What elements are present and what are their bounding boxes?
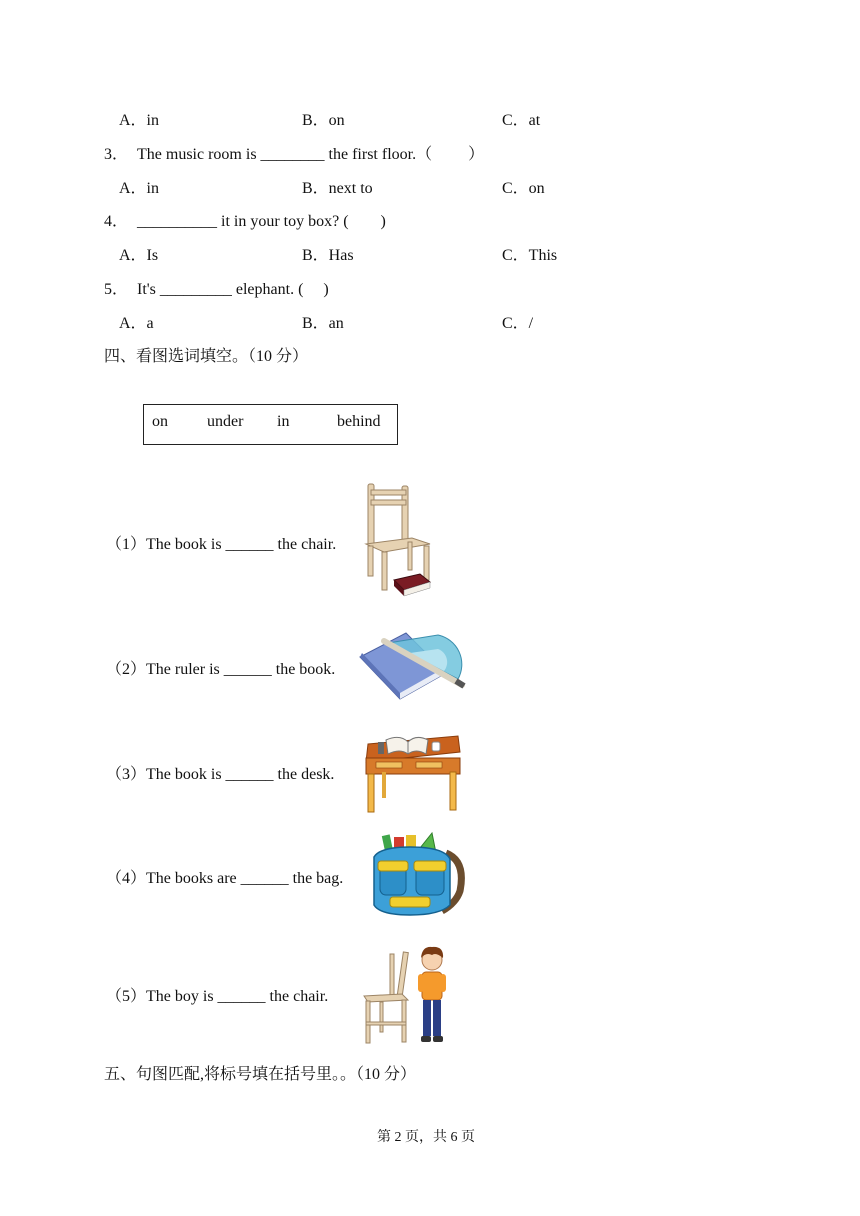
section5-title: 五、句图匹配,将标号填在括号里。。（10 分） bbox=[104, 1066, 417, 1083]
ruler-book-picture bbox=[358, 627, 466, 701]
q5-option-a: A．a bbox=[119, 315, 154, 332]
word-bank-word: on bbox=[152, 413, 168, 430]
q4-option-b: B．Has bbox=[302, 247, 354, 264]
word-bank-word: behind bbox=[337, 413, 381, 430]
q4-option-a: A．Is bbox=[119, 247, 159, 264]
q5-text: It's _________ elephant. ( ) bbox=[137, 281, 329, 298]
q3-option-c: C．on bbox=[502, 180, 545, 197]
q2-option-a: A．in bbox=[119, 112, 160, 129]
q4-option-c: C．This bbox=[502, 247, 558, 264]
q5-option-c: C．/ bbox=[502, 315, 534, 332]
word-bank-word: in bbox=[277, 413, 290, 430]
q2-option-b: B．on bbox=[302, 112, 345, 129]
boy-chair-picture bbox=[360, 946, 450, 1046]
item-4-text: （4）The books are ______ the bag. bbox=[106, 870, 344, 887]
q3-number: 3． bbox=[104, 146, 129, 163]
q3-option-a: A．in bbox=[119, 180, 160, 197]
q5-option-b: B．an bbox=[302, 315, 344, 332]
q3-option-b: B．next to bbox=[302, 180, 373, 197]
q4-number: 4． bbox=[104, 213, 129, 230]
item-3-text: （3）The book is ______ the desk. bbox=[106, 766, 335, 783]
q3-text: The music room is ________ the first floor.（ ） bbox=[137, 146, 485, 163]
chair-book-picture bbox=[360, 482, 436, 600]
page-footer: 第 2 页，共 6 页 bbox=[377, 1130, 475, 1145]
item-5-text: （5）The boy is ______ the chair. bbox=[106, 988, 329, 1005]
q4-text: __________ it in your toy box? ( ) bbox=[137, 213, 386, 230]
q5-number: 5． bbox=[104, 281, 129, 298]
word-bank-box bbox=[143, 404, 398, 445]
word-bank-word: under bbox=[207, 413, 244, 430]
item-2-text: （2）The ruler is ______ the book. bbox=[106, 661, 336, 678]
item-1-text: （1）The book is ______ the chair. bbox=[106, 536, 337, 553]
desk-book-picture bbox=[362, 728, 464, 814]
section4-title: 四、看图选词填空。（10 分） bbox=[104, 348, 309, 365]
bag-books-picture bbox=[370, 831, 466, 919]
q2-option-c: C．at bbox=[502, 112, 541, 129]
